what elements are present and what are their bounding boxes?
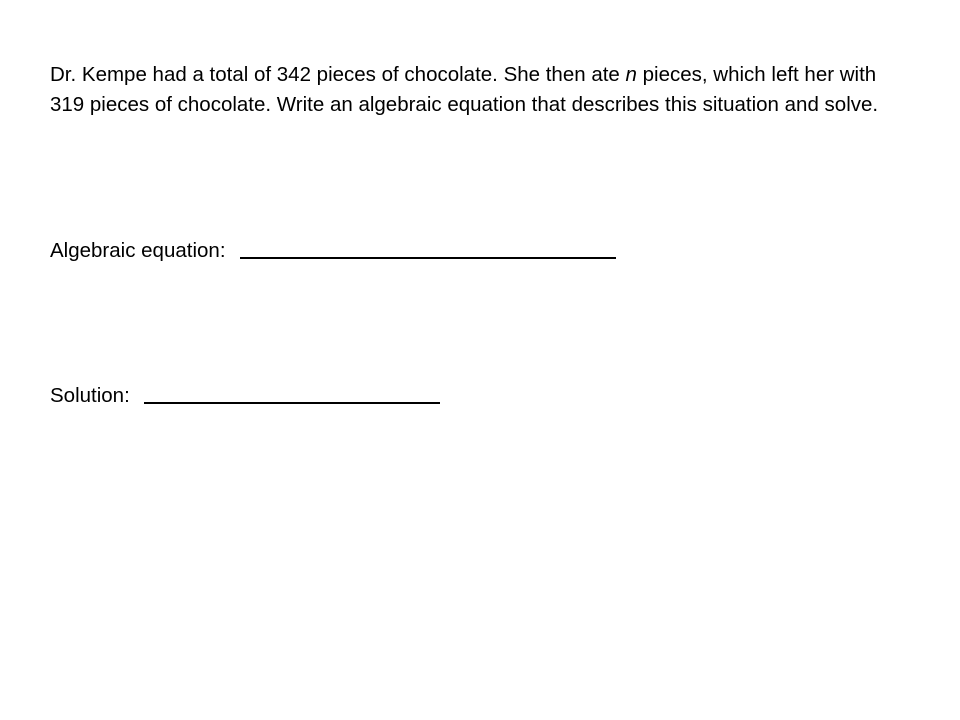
solution-label: Solution: [50, 384, 130, 407]
equation-label: Algebraic equation: [50, 239, 226, 262]
problem-statement [50, 60, 910, 120]
equation-row [50, 235, 616, 266]
solution-answer-blank[interactable] [144, 382, 440, 404]
equation-answer-blank[interactable] [240, 237, 616, 259]
solution-row [50, 380, 440, 411]
problem-text-part1: Dr. Kempe had a total of 342 pieces of chocolate. She then ate [50, 63, 626, 86]
problem-variable: n [625, 63, 637, 86]
problem-text-part2: pieces, which left her with 319 pieces of chocolate. Write an algebraic equation that describes this situation and solve. [50, 63, 879, 116]
